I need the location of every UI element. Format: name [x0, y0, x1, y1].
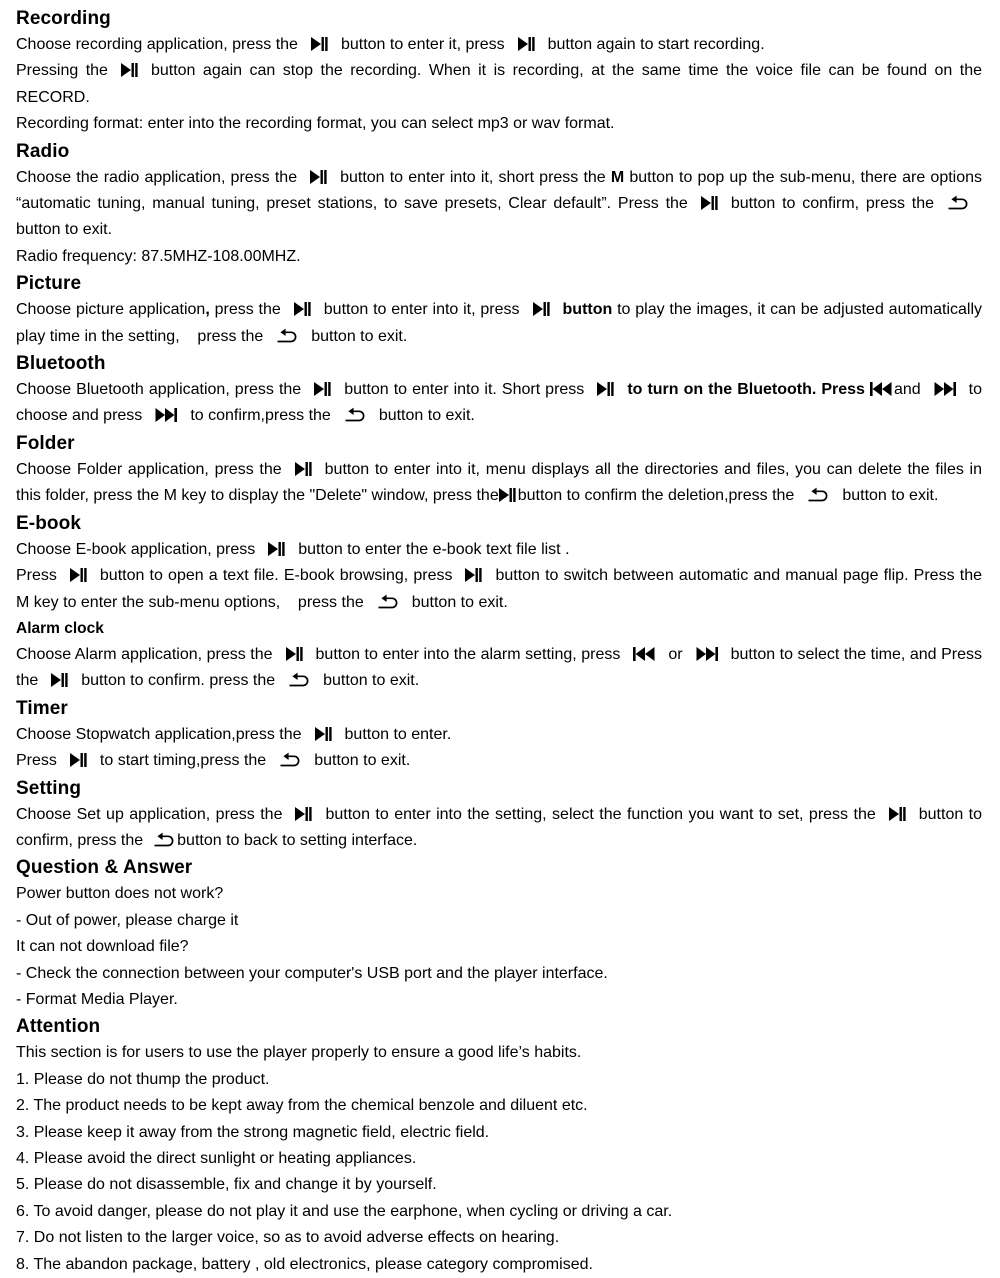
play-pause-icon	[268, 541, 285, 557]
play-pause-icon	[315, 726, 332, 742]
back-return-icon	[377, 594, 399, 610]
back-return-icon	[947, 195, 969, 211]
back-return-icon	[288, 672, 310, 688]
back-return-icon	[276, 328, 298, 344]
next-track-icon	[934, 381, 956, 397]
section-ebook	[16, 510, 982, 616]
section-picture	[16, 270, 982, 350]
qa-line: - Check the connection between your computer's USB port and the player interface.	[16, 964, 608, 982]
paragraph: Choose Set up application, press the button to enter into the setting, select the function you want to set, press the button to confirm, press the button to back to setting interface.	[16, 805, 983, 849]
play-pause-icon	[701, 195, 718, 211]
section-title: Setting	[16, 777, 82, 799]
back-return-icon	[279, 752, 301, 768]
paragraph: Choose E-book application, press button to enter the e-book text file list .	[16, 540, 570, 558]
play-pause-icon	[51, 672, 68, 688]
section-title: Radio	[16, 140, 70, 162]
attention-item: 8. The abandon package, battery , old electronics, please category compromised.	[16, 1255, 593, 1273]
qa-line: Power button does not work?	[16, 885, 224, 903]
attention-item: 3. Please keep it away from the strong magnetic field, electric field.	[16, 1123, 490, 1141]
previous-track-icon	[633, 646, 655, 662]
play-pause-icon	[294, 301, 311, 317]
section-title: Recording	[16, 8, 111, 29]
paragraph: Choose Stopwatch application,press the button to enter.	[16, 725, 452, 743]
section-folder	[16, 430, 982, 510]
section-title: Timer	[16, 697, 68, 719]
next-track-icon	[696, 646, 718, 662]
play-pause-icon	[70, 567, 87, 583]
paragraph: Choose recording application, press the button to enter it, press button again to start recording.	[16, 36, 765, 53]
section-alarm-clock	[16, 616, 982, 695]
paragraph: Press to start timing,press the button to exit.	[16, 752, 411, 770]
play-pause-icon	[310, 169, 327, 185]
attention-item: 6. To avoid danger, please do not play it and use the earphone, when cycling or driving a car.	[16, 1202, 673, 1220]
section-attention	[16, 1013, 982, 1278]
section-timer	[16, 695, 982, 775]
next-track-icon	[155, 407, 177, 423]
section-title: Picture	[16, 273, 82, 295]
previous-track-icon	[870, 381, 892, 397]
section-setting	[16, 775, 982, 855]
paragraph: Choose Bluetooth application, press the button to enter into it. Short press to turn on the Bluetooth. Press and to choose and press to confirm,press the button to exit.	[16, 381, 983, 425]
play-pause-icon	[295, 461, 312, 477]
attention-item: 5. Please do not disassemble, fix and change it by yourself.	[16, 1176, 437, 1194]
play-pause-icon	[597, 381, 614, 397]
manual-page	[16, 5, 982, 1278]
play-pause-icon	[295, 806, 312, 822]
qa-line: - Format Media Player.	[16, 990, 178, 1008]
play-pause-icon	[518, 36, 535, 52]
attention-item: 4. Please avoid the direct sunlight or heating appliances.	[16, 1150, 417, 1167]
section-title: E-book	[16, 512, 81, 534]
paragraph: Pressing the button again can stop the recording. When it is recording, at the same time the voice file can be found on the RECORD.	[16, 62, 983, 106]
play-pause-icon	[121, 62, 138, 78]
attention-item: 1. Please do not thump the product.	[16, 1070, 270, 1088]
play-pause-icon	[311, 36, 328, 52]
section-title: Folder	[16, 432, 75, 454]
paragraph: Press button to open a text file. E-book browsing, press button to switch between automatic and manual page flip. Press the M key to enter the sub-menu options, press the button to exit.	[16, 567, 982, 611]
section-radio	[16, 138, 982, 271]
paragraph: Choose Alarm application, press the button to enter into the alarm setting, press or button to select the time, and Press the button to confirm. press the button to exit.	[16, 645, 983, 690]
paragraph: Choose Folder application, press the button to enter into it, menu displays all the directories and files, you can delete the files in this folder, press the M key to display the "Delete" window, press the button to confirm the deletion,press the button to exit.	[16, 460, 983, 505]
paragraph: Recording format: enter into the recording format, you can select mp3 or wav format.	[16, 115, 615, 133]
back-return-icon	[807, 487, 829, 503]
back-return-icon	[344, 407, 366, 423]
section-title: Attention	[16, 1016, 101, 1038]
section-recording	[16, 5, 982, 138]
paragraph: Choose the radio application, press the button to enter into it, short press the M button to pop up the sub-menu, there are options “automatic tuning, manual tuning, preset stations, to save presets, Clear default”. Press the button to confirm, press the button to exit.	[16, 168, 983, 239]
play-pause-icon	[314, 381, 331, 397]
play-pause-icon	[465, 567, 482, 583]
section-title: Alarm clock	[16, 619, 104, 637]
qa-line: - Out of power, please charge it	[16, 911, 239, 929]
section-question-answer	[16, 854, 982, 1013]
play-pause-icon	[70, 752, 87, 768]
paragraph: Radio frequency: 87.5MHZ-108.00MHZ.	[16, 247, 301, 265]
play-pause-icon	[533, 301, 550, 317]
play-pause-icon	[499, 487, 516, 503]
attention-item: 2. The product needs to be kept away from the chemical benzole and diluent etc.	[16, 1097, 588, 1115]
attention-intro: This section is for users to use the player properly to ensure a good life’s habits.	[16, 1044, 582, 1062]
attention-item: 7. Do not listen to the larger voice, so as to avoid adverse effects on hearing.	[16, 1229, 560, 1247]
qa-line: It can not download file?	[16, 938, 189, 956]
section-bluetooth	[16, 350, 982, 430]
play-pause-icon	[286, 646, 303, 662]
paragraph: Choose picture application, press the button to enter into it, press button to play the images, it can be adjusted automatically play time in the setting, press the button to exit.	[16, 301, 983, 345]
section-title: Question & Answer	[16, 857, 193, 879]
section-title: Bluetooth	[16, 353, 106, 375]
play-pause-icon	[889, 806, 906, 822]
back-return-icon	[153, 832, 175, 848]
